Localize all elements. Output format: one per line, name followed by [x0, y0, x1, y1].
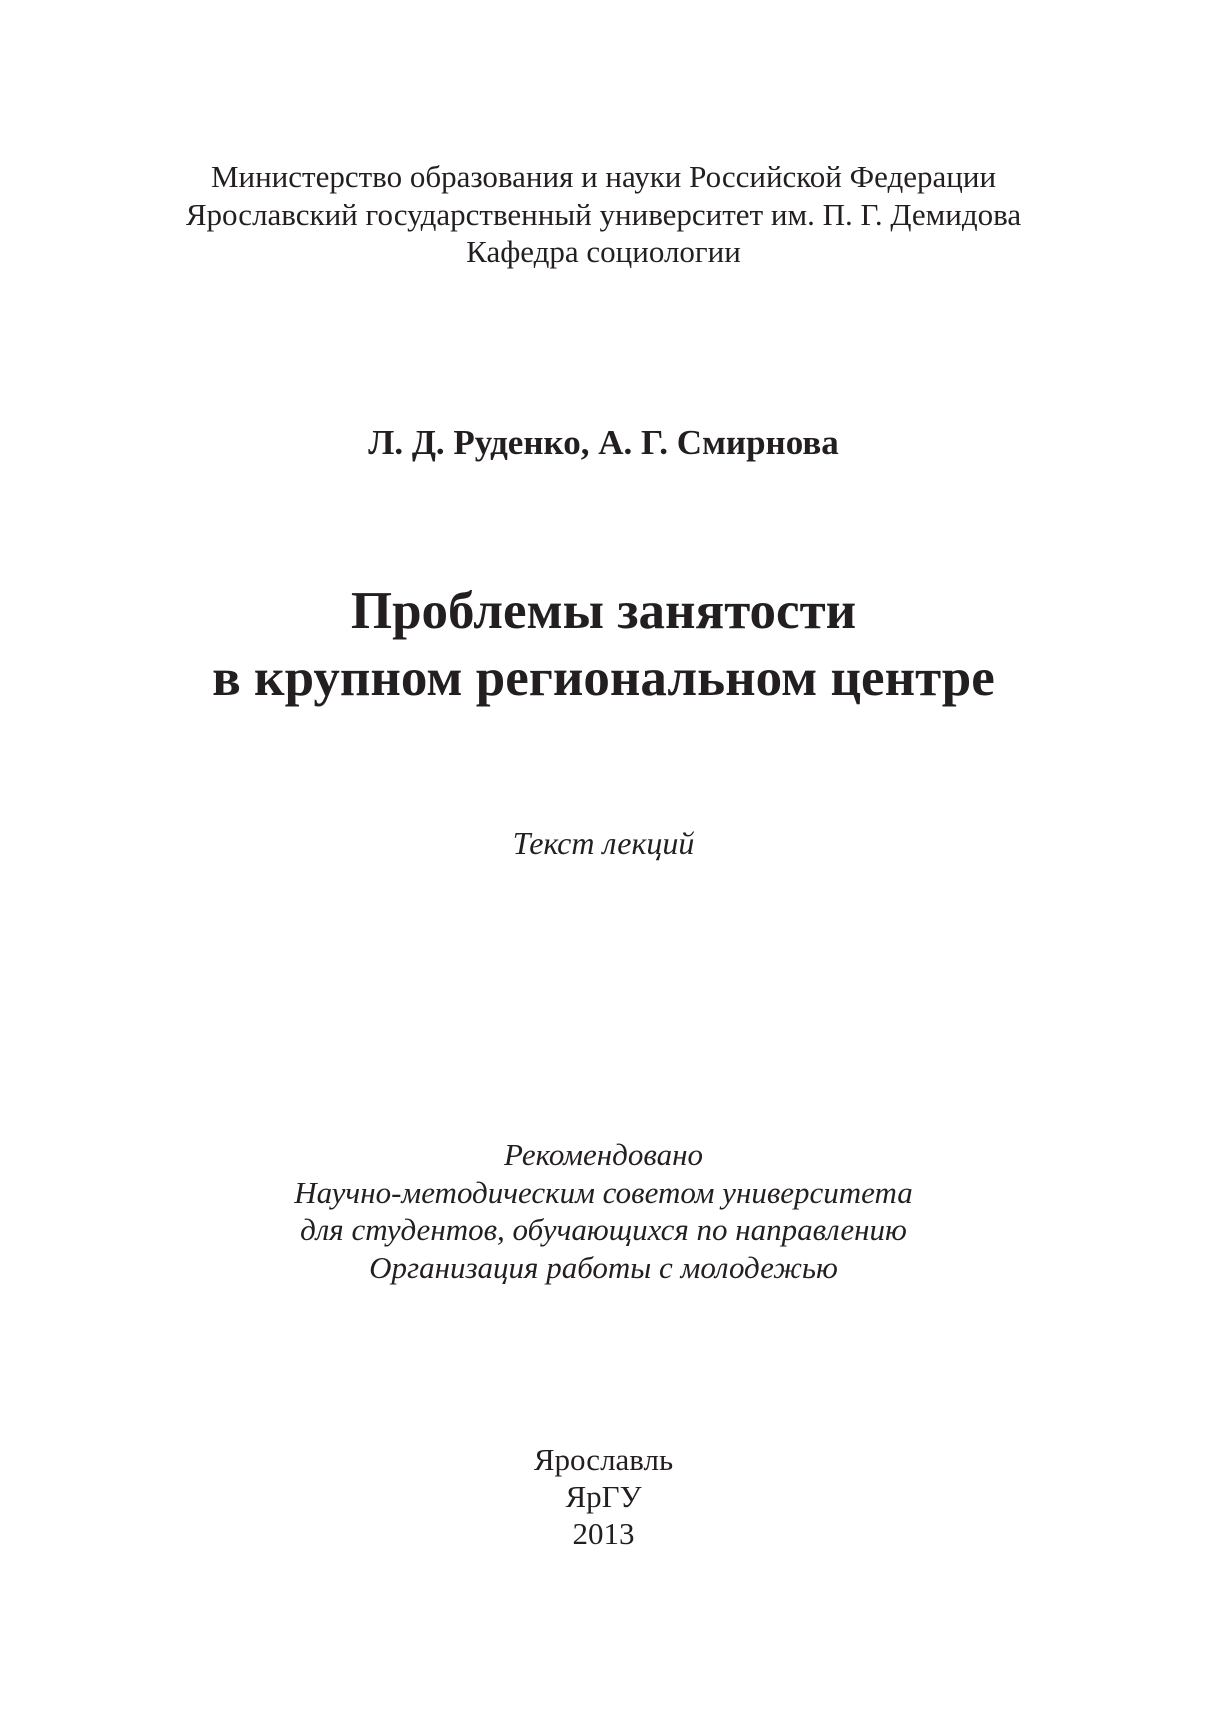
authors: Л. Д. Руденко, А. Г. Смирнова	[368, 423, 839, 462]
university-name: Ярославский государственный университет им. П. Г. Демидова	[185, 196, 1022, 232]
book-title-line-1: Проблемы занятости	[350, 582, 857, 640]
department-name: Кафедра социологии	[466, 234, 741, 269]
imprint-publisher: ЯрГУ	[565, 1479, 642, 1514]
recommendation-line-1: Рекомендовано	[504, 1137, 703, 1172]
imprint	[0, 1441, 1207, 1552]
recommendation-line-4: Организация работы с молодежью	[369, 1249, 838, 1285]
recommendation	[0, 1136, 1207, 1286]
imprint-year: 2013	[572, 1516, 635, 1551]
imprint-city: Ярославль	[533, 1442, 674, 1477]
recommendation-line-3: для студентов, обучающихся по направлению	[300, 1212, 907, 1247]
book-title	[0, 578, 1207, 712]
book-subtitle: Текст лекций	[512, 825, 695, 861]
recommendation-line-2: Научно-методическим советом университета	[294, 1174, 913, 1210]
book-title-line-2: в крупном региональном центре	[212, 649, 995, 707]
ministry-name: Министерство образования и науки Российской Федерации	[210, 159, 997, 194]
organization-header	[0, 158, 1207, 271]
